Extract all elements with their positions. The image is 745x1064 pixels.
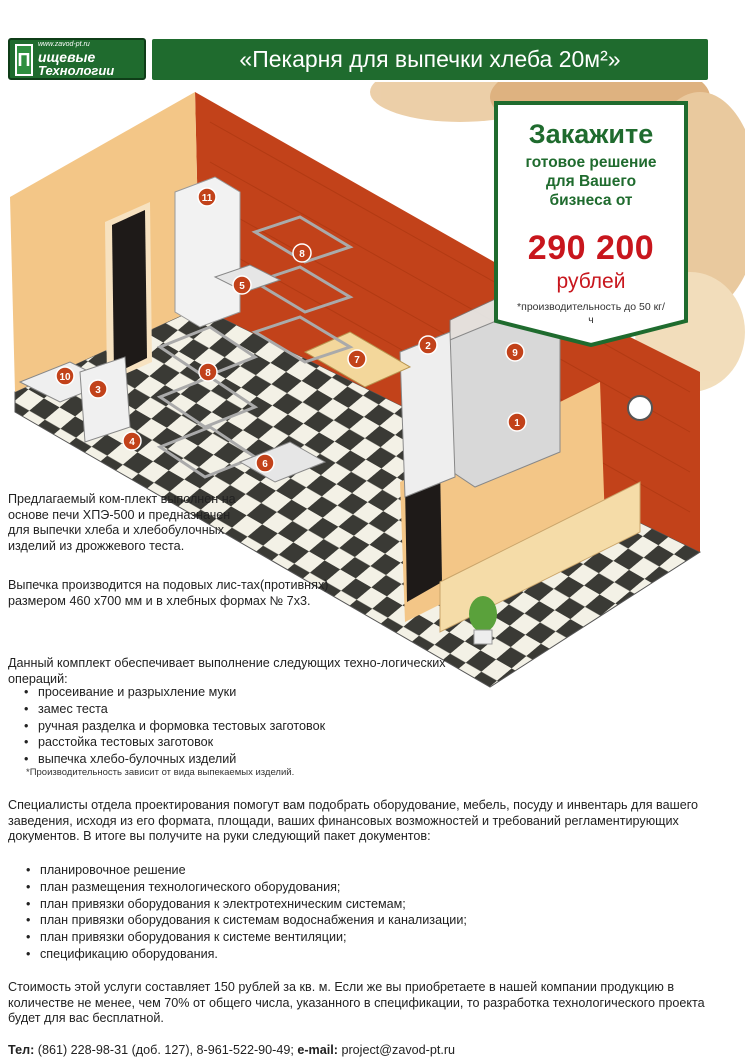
list-item: • просеивание и разрыхление муки [24, 684, 444, 701]
svg-text:1: 1 [514, 418, 520, 429]
documents-list [26, 862, 626, 963]
left-door [112, 210, 147, 374]
offer-currency: рублей [556, 270, 626, 293]
offer-note: *производительность до 50 кг/ч [517, 301, 665, 326]
svg-text:6: 6 [262, 459, 268, 470]
svg-text:4: 4 [129, 437, 135, 448]
svg-text:9: 9 [512, 348, 518, 359]
page-title: «Пекарня для выпечки хлеба 20м²» [152, 39, 708, 80]
list-item: • выпечка хлебо-булочных изделий [24, 751, 444, 768]
offer-badge[interactable] [494, 101, 688, 347]
svg-text:5: 5 [239, 281, 245, 292]
intro-paragraph-2: Выпечка производится на подовых лис-тах(противнях) размером 460 х700 мм и в хлебных формах № 7х3. [8, 578, 329, 608]
marker-6 [256, 454, 274, 472]
svg-text:7: 7 [354, 355, 360, 366]
svg-text:2: 2 [425, 341, 431, 352]
svg-text:10: 10 [59, 372, 71, 383]
marker-1 [508, 413, 526, 431]
phone-numbers[interactable]: (861) 228-98-31 (доб. 127), 8-961-522-90-49; [34, 1043, 298, 1057]
cost-paragraph: Стоимость этой услуги составляет 150 рублей за кв. м. Если же вы приобретаете в нашей компании продукцию в количестве не менее, чем 70% от общего числа, указанного в спецификации, то разработка технологического проекта будет для вас бесплатной. [8, 980, 705, 1025]
list-item: • планировочное решение [26, 862, 626, 879]
logo-line-2: Технологии [38, 63, 115, 78]
list-item: • план размещения технологического оборудования; [26, 879, 626, 896]
list-item: • спецификацию оборудования. [26, 946, 626, 963]
marker-4 [123, 432, 141, 450]
svg-text:3: 3 [95, 385, 101, 396]
svg-text:11: 11 [201, 193, 213, 204]
offer-subtitle: готовое решение для Вашего бизнеса от [525, 154, 657, 209]
plant-icon [469, 596, 497, 632]
marker-10 [56, 367, 74, 385]
operations-list [24, 684, 444, 768]
tel-label: Тел: [8, 1043, 35, 1057]
email-label: e-mail: [297, 1043, 338, 1057]
svg-text:8: 8 [205, 368, 211, 379]
marker-8a [293, 244, 311, 262]
list-item: • расстойка тестовых заготовок [24, 734, 444, 751]
company-logo[interactable] [8, 38, 146, 80]
marker-11 [198, 188, 216, 206]
offer-price: 290 200 [527, 229, 655, 267]
list-item: • план привязки оборудования к системе вентиляции; [26, 929, 626, 946]
intro-paragraph-1: Предлагаемый ком-плект выполнен на основе печи ХПЭ-500 и предназначен для выпечки хлеба и хлебобулочных изделий из дрожжевого теста. [8, 492, 236, 553]
marker-8b [199, 363, 217, 381]
email-link[interactable]: project@zavod-pt.ru [337, 1043, 456, 1057]
list-item: • ручная разделка и формовка тестовых заготовок [24, 718, 444, 735]
logo-mark: П [15, 44, 33, 76]
marker-3 [89, 380, 107, 398]
contacts-line [8, 1043, 455, 1057]
specialists-paragraph: Специалисты отдела проектирования помогут вам подобрать оборудование, мебель, посуду и инвентарь для вашего заведения, исходя из его формата, площади, ваших финансовых возможностей и требований регламентирующих документов. В итоге вы получите на руки следующий пакет документов: [8, 798, 699, 843]
wall-clock [628, 396, 652, 420]
intro-paragraph-3: Данный комплект обеспечивает выполнение следующих техно-логических операций: [8, 656, 446, 686]
marker-7 [348, 350, 366, 368]
list-item: • план привязки оборудования к электротехническим системам; [26, 896, 626, 913]
logo-line-1: ищевые [38, 49, 96, 65]
svg-text:8: 8 [299, 249, 305, 260]
list-item: • план привязки оборудования к системам водоснабжения и канализации; [26, 912, 626, 929]
logo-url: www.zavod-pt.ru [38, 41, 90, 48]
list-item: • замес теста [24, 701, 444, 718]
marker-5 [233, 276, 251, 294]
offer-heading: Закажите [528, 119, 654, 149]
marker-2 [419, 336, 437, 354]
operations-note: *Производительность зависит от вида выпекаемых изделий. [26, 767, 295, 778]
